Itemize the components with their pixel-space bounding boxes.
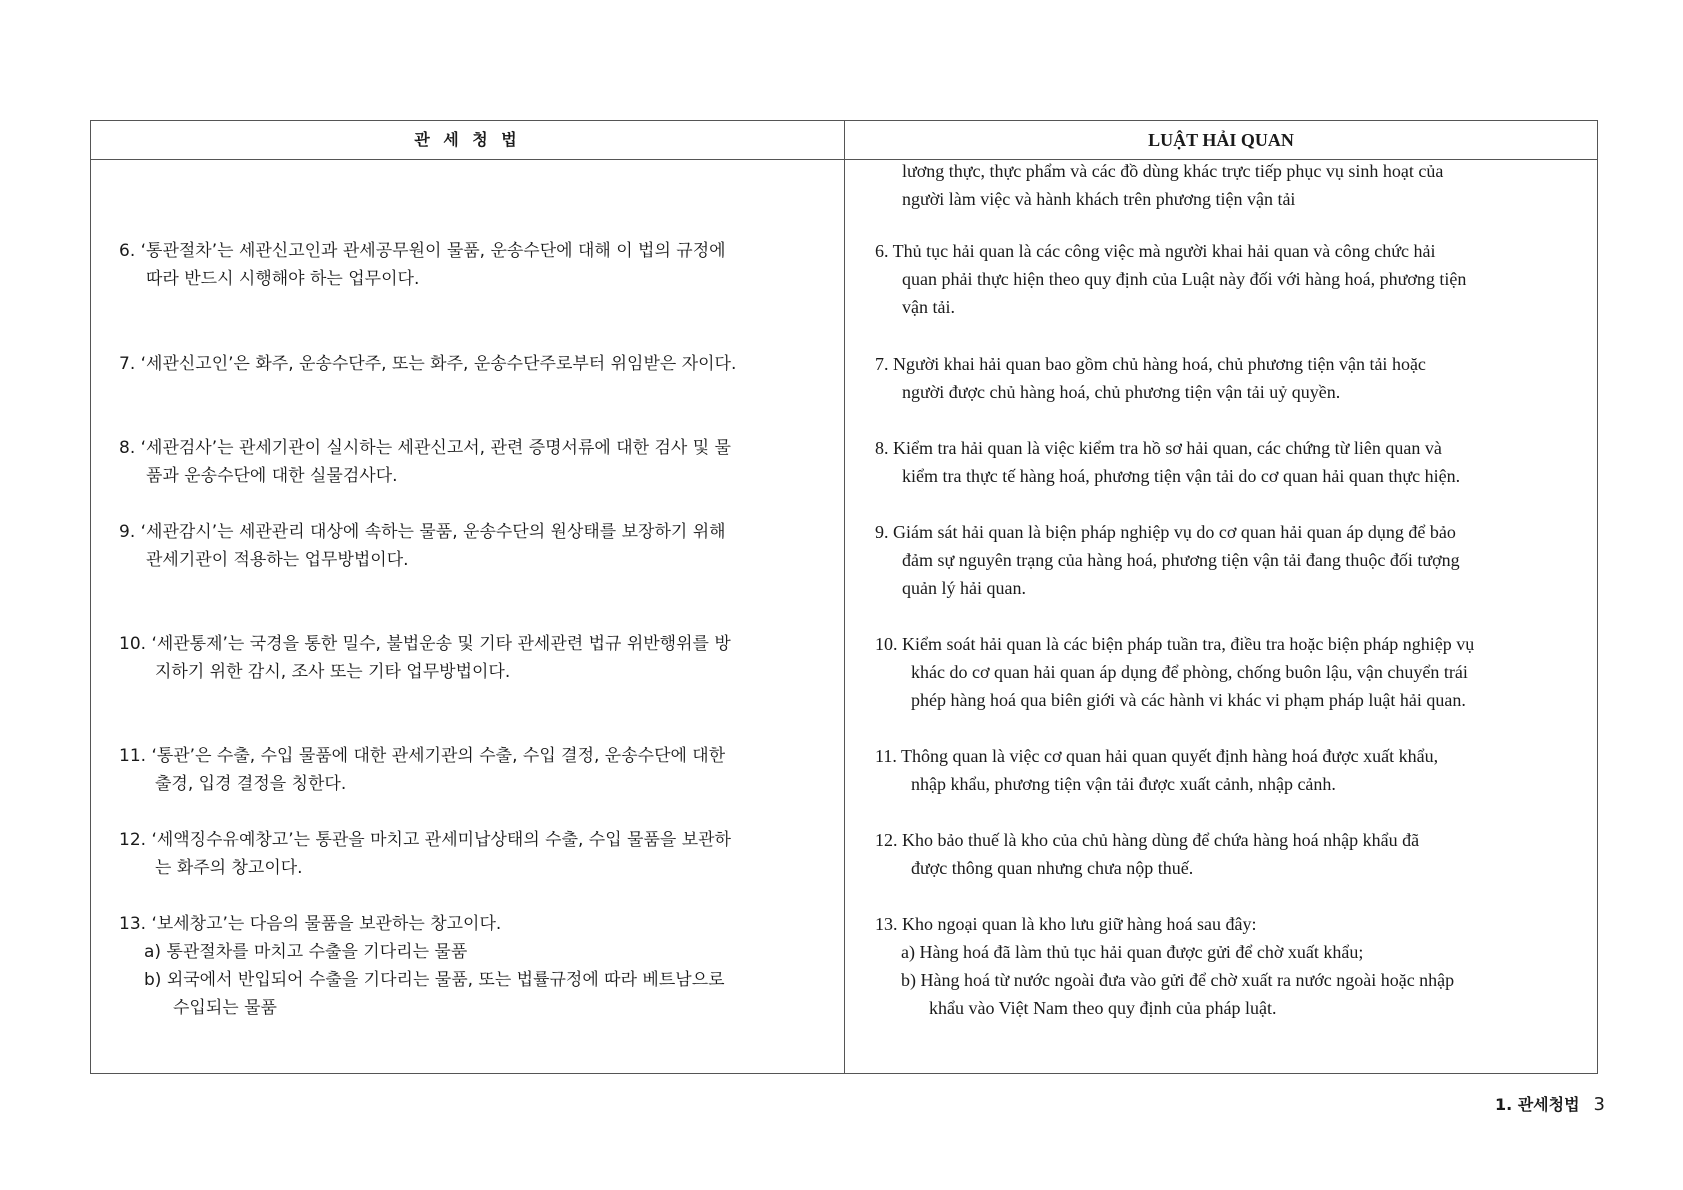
left-entry-8 bbox=[119, 434, 825, 490]
text-line: 수입되는 물품 bbox=[173, 998, 277, 1018]
column-divider bbox=[844, 121, 845, 1073]
right-entry-13 bbox=[875, 910, 1575, 1022]
text-line: 는 화주의 창고이다. bbox=[155, 858, 303, 878]
text-line: phép hàng hoá qua biên giới và các hành vi khác vi phạm pháp luật hải quan. bbox=[911, 690, 1466, 710]
right-entry-10 bbox=[875, 630, 1575, 714]
text-line: nhập khẩu, phương tiện vận tải được xuất cảnh, nhập cảnh. bbox=[911, 774, 1336, 794]
header-korean: 관 세 청 법 bbox=[414, 130, 521, 149]
text-line: 10. Kiểm soát hải quan là các biện pháp tuần tra, điều tra hoặc biện pháp nghiệp vụ bbox=[875, 634, 1475, 654]
left-entry-10 bbox=[119, 630, 825, 686]
left-entry-12 bbox=[119, 826, 825, 882]
text-line: b) Hàng hoá từ nước ngoài đưa vào gửi để chờ xuất ra nước ngoài hoặc nhập bbox=[901, 970, 1455, 990]
text-line: 11. ‘통관’은 수출, 수입 물품에 대한 관세기관의 수출, 수입 결정, 운송수단에 대한 bbox=[119, 746, 726, 766]
left-entry-7 bbox=[119, 350, 825, 378]
header-vietnamese: LUẬT HẢI QUAN bbox=[1148, 130, 1294, 150]
text-line: lương thực, thực phẩm và các đồ dùng khác trực tiếp phục vụ sinh hoạt của bbox=[902, 161, 1444, 181]
text-line: 6. Thủ tục hải quan là các công việc mà người khai hải quan và công chức hải bbox=[875, 241, 1436, 261]
text-line: người được chủ hàng hoá, chủ phương tiện vận tải uỷ quyền. bbox=[902, 382, 1341, 402]
left-entry-13 bbox=[119, 910, 825, 1022]
right-entry-12 bbox=[875, 826, 1575, 882]
chapter-label: 1. 관세청법 bbox=[1494, 1095, 1580, 1114]
text-line: khẩu vào Việt Nam theo quy định của pháp luật. bbox=[929, 998, 1277, 1018]
text-line: 12. Kho bảo thuế là kho của chủ hàng dùng để chứa hàng hoá nhập khẩu đã bbox=[875, 830, 1420, 850]
text-line: quan phải thực hiện theo quy định của Luật này đối với hàng hoá, phương tiện bbox=[902, 269, 1467, 289]
text-line: khác do cơ quan hải quan áp dụng để phòng, chống buôn lậu, vận chuyển trái bbox=[911, 662, 1468, 682]
text-line: 따라 반드시 시행해야 하는 업무이다. bbox=[146, 269, 420, 289]
text-line: kiểm tra thực tế hàng hoá, phương tiện vận tải do cơ quan hải quan thực hiện. bbox=[902, 466, 1461, 486]
text-line: 13. Kho ngoại quan là kho lưu giữ hàng hoá sau đây: bbox=[875, 914, 1257, 934]
text-line: b) 외국에서 반입되어 수출을 기다리는 물품, 또는 법률규정에 따라 베트남으로 bbox=[144, 970, 725, 990]
table-header-row bbox=[91, 121, 1597, 160]
text-line: 8. ‘세관검사’는 관세기관이 실시하는 세관신고서, 관련 증명서류에 대한 검사 및 물 bbox=[119, 438, 731, 458]
left-entry-6 bbox=[119, 237, 825, 293]
text-line: a) Hàng hoá đã làm thủ tục hải quan được gửi để chờ xuất khẩu; bbox=[901, 942, 1364, 962]
text-line: được thông quan nhưng chưa nộp thuế. bbox=[911, 858, 1194, 878]
page-footer bbox=[1495, 1092, 1605, 1115]
page-number: 3 bbox=[1593, 1094, 1605, 1115]
right-entry-6 bbox=[875, 237, 1575, 321]
translation-table bbox=[90, 120, 1598, 1074]
right-continuation bbox=[875, 157, 1575, 213]
text-line: 7. ‘세관신고인’은 화주, 운송수단주, 또는 화주, 운송수단주로부터 위임받은 자이다. bbox=[119, 354, 737, 374]
right-entry-9 bbox=[875, 518, 1575, 602]
text-line: 13. ‘보세창고’는 다음의 물품을 보관하는 창고이다. bbox=[119, 914, 502, 934]
text-line: 11. Thông quan là việc cơ quan hải quan quyết định hàng hoá được xuất khẩu, bbox=[875, 746, 1439, 766]
left-entry-11 bbox=[119, 742, 825, 798]
text-line: quản lý hải quan. bbox=[902, 578, 1026, 598]
text-line: 6. ‘통관절차’는 세관신고인과 관세공무원이 물품, 운송수단에 대해 이 법의 규정에 bbox=[119, 241, 726, 261]
text-line: 9. ‘세관감시’는 세관관리 대상에 속하는 물품, 운송수단의 원상태를 보장하기 위해 bbox=[119, 522, 726, 542]
text-line: 7. Người khai hải quan bao gồm chủ hàng hoá, chủ phương tiện vận tải hoặc bbox=[875, 354, 1426, 374]
left-entry-9 bbox=[119, 518, 825, 574]
right-entry-11 bbox=[875, 742, 1575, 798]
text-line: đảm sự nguyên trạng của hàng hoá, phương tiện vận tải đang thuộc đối tượng bbox=[902, 550, 1460, 570]
text-line: người làm việc và hành khách trên phương tiện vận tải bbox=[902, 189, 1296, 209]
text-line: 관세기관이 적용하는 업무방법이다. bbox=[146, 550, 409, 570]
text-line: 10. ‘세관통제’는 국경을 통한 밀수, 불법운송 및 기타 관세관련 법규 위반행위를 방 bbox=[119, 634, 731, 654]
text-line: 12. ‘세액징수유예창고’는 통관을 마치고 관세미납상태의 수출, 수입 물품을 보관하 bbox=[119, 830, 731, 850]
right-entry-7 bbox=[875, 350, 1575, 406]
text-line: 9. Giám sát hải quan là biện pháp nghiệp vụ do cơ quan hải quan áp dụng để bảo bbox=[875, 522, 1456, 542]
text-line: 8. Kiểm tra hải quan là việc kiểm tra hồ sơ hải quan, các chứng từ liên quan và bbox=[875, 438, 1442, 458]
right-entry-8 bbox=[875, 434, 1575, 490]
text-line: 지하기 위한 감시, 조사 또는 기타 업무방법이다. bbox=[155, 662, 511, 682]
text-line: vận tải. bbox=[902, 297, 955, 317]
text-line: 품과 운송수단에 대한 실물검사다. bbox=[146, 466, 398, 486]
text-line: a) 통관절차를 마치고 수출을 기다리는 물품 bbox=[144, 942, 468, 962]
text-line: 출경, 입경 결정을 칭한다. bbox=[155, 774, 347, 794]
